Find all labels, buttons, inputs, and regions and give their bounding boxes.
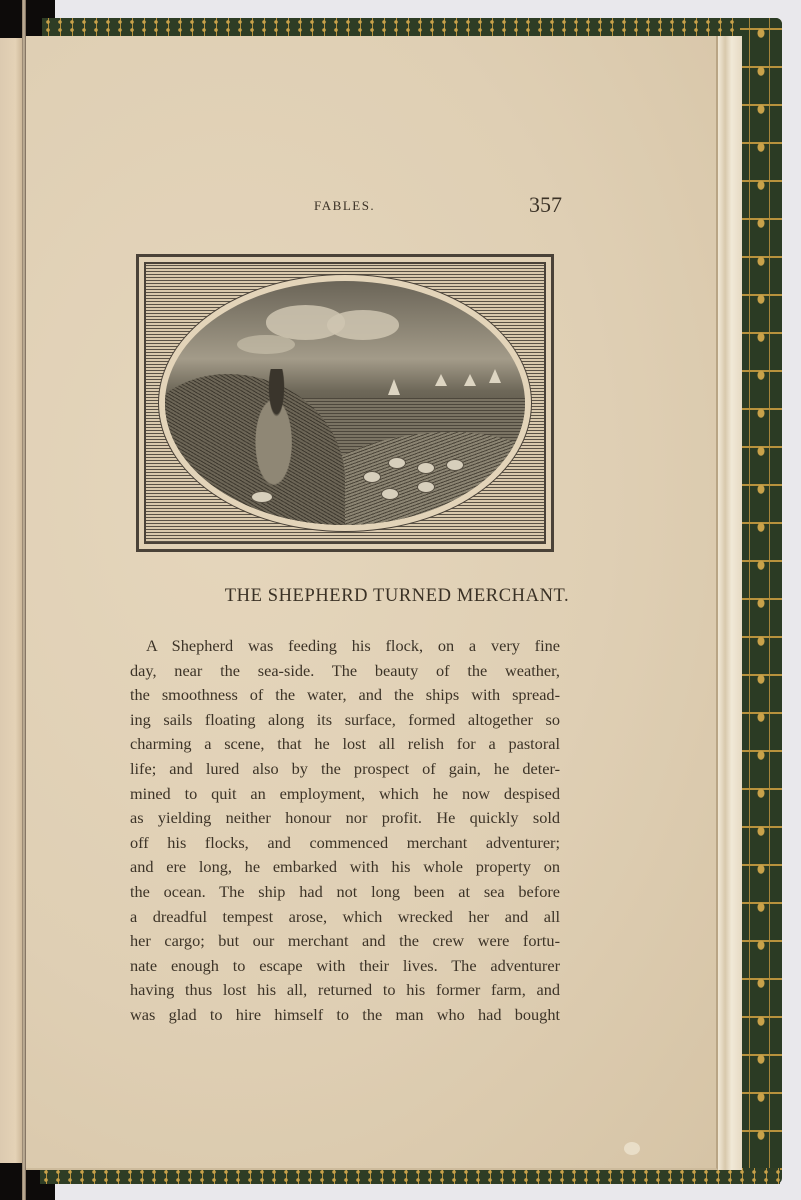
body-line: and ere long, he embarked with his whole property on bbox=[130, 857, 560, 877]
ship-icon bbox=[388, 379, 400, 395]
body-line: the ocean. The ship had not long been at sea before bbox=[130, 881, 560, 901]
body-line: ing sails floating along its surface, formed altogether so bbox=[130, 709, 560, 729]
gilt-border-bottom bbox=[40, 1168, 780, 1184]
body-line: as yielding neither honour nor profit. He quickly sold bbox=[130, 808, 560, 828]
sheep-icon bbox=[417, 462, 435, 474]
sheep-icon bbox=[417, 481, 435, 493]
sheep-icon bbox=[446, 459, 464, 471]
book-page bbox=[26, 36, 718, 1170]
ship-icon bbox=[464, 374, 476, 386]
body-line: off his flocks, and commenced merchant adventurer; bbox=[130, 832, 560, 852]
cloud-icon bbox=[327, 310, 399, 339]
left-facing-leaf bbox=[0, 38, 22, 1163]
body-line: was glad to hire himself to the man who had bought bbox=[130, 1004, 560, 1024]
page-number: 357 bbox=[529, 192, 562, 217]
sheep-icon bbox=[251, 491, 273, 503]
oval-ring bbox=[158, 274, 532, 532]
cloud-icon bbox=[237, 335, 295, 355]
body-line: her cargo; but our merchant and the crew were fortu- bbox=[130, 931, 560, 951]
body-line: A Shepherd was feeding his flock, on a very fine bbox=[146, 636, 560, 655]
body-line: nate enough to escape with their lives. The adventurer bbox=[130, 955, 560, 975]
engraving-scene bbox=[165, 281, 525, 525]
body-line: a dreadful tempest arose, which wrecked her and all bbox=[130, 906, 560, 926]
body-line: charming a scene, that he lost all relish for a pastoral bbox=[130, 734, 560, 754]
running-head: FABLES. bbox=[314, 198, 376, 213]
body-line: the smoothness of the water, and the ships with spread- bbox=[130, 685, 560, 705]
body-line: having thus lost his all, returned to his former farm, and bbox=[130, 980, 560, 1000]
fable-body bbox=[130, 634, 560, 1028]
ship-icon bbox=[435, 374, 447, 386]
body-line: mined to quit an employment, which he now despised bbox=[130, 783, 560, 803]
paper-spot bbox=[624, 1142, 640, 1155]
sheep-icon bbox=[388, 457, 406, 469]
body-line: day, near the sea-side. The beauty of the weather, bbox=[130, 660, 560, 680]
fable-title: THE SHEPHERD TURNED MERCHANT. bbox=[224, 586, 570, 606]
illustration-plate bbox=[136, 254, 554, 552]
shepherd-figure bbox=[248, 369, 306, 491]
ship-icon bbox=[489, 369, 501, 383]
body-line: life; and lured also by the prospect of gain, he deter- bbox=[130, 758, 560, 778]
plate-hatched-frame bbox=[144, 262, 546, 544]
gilt-border-top bbox=[42, 18, 782, 36]
